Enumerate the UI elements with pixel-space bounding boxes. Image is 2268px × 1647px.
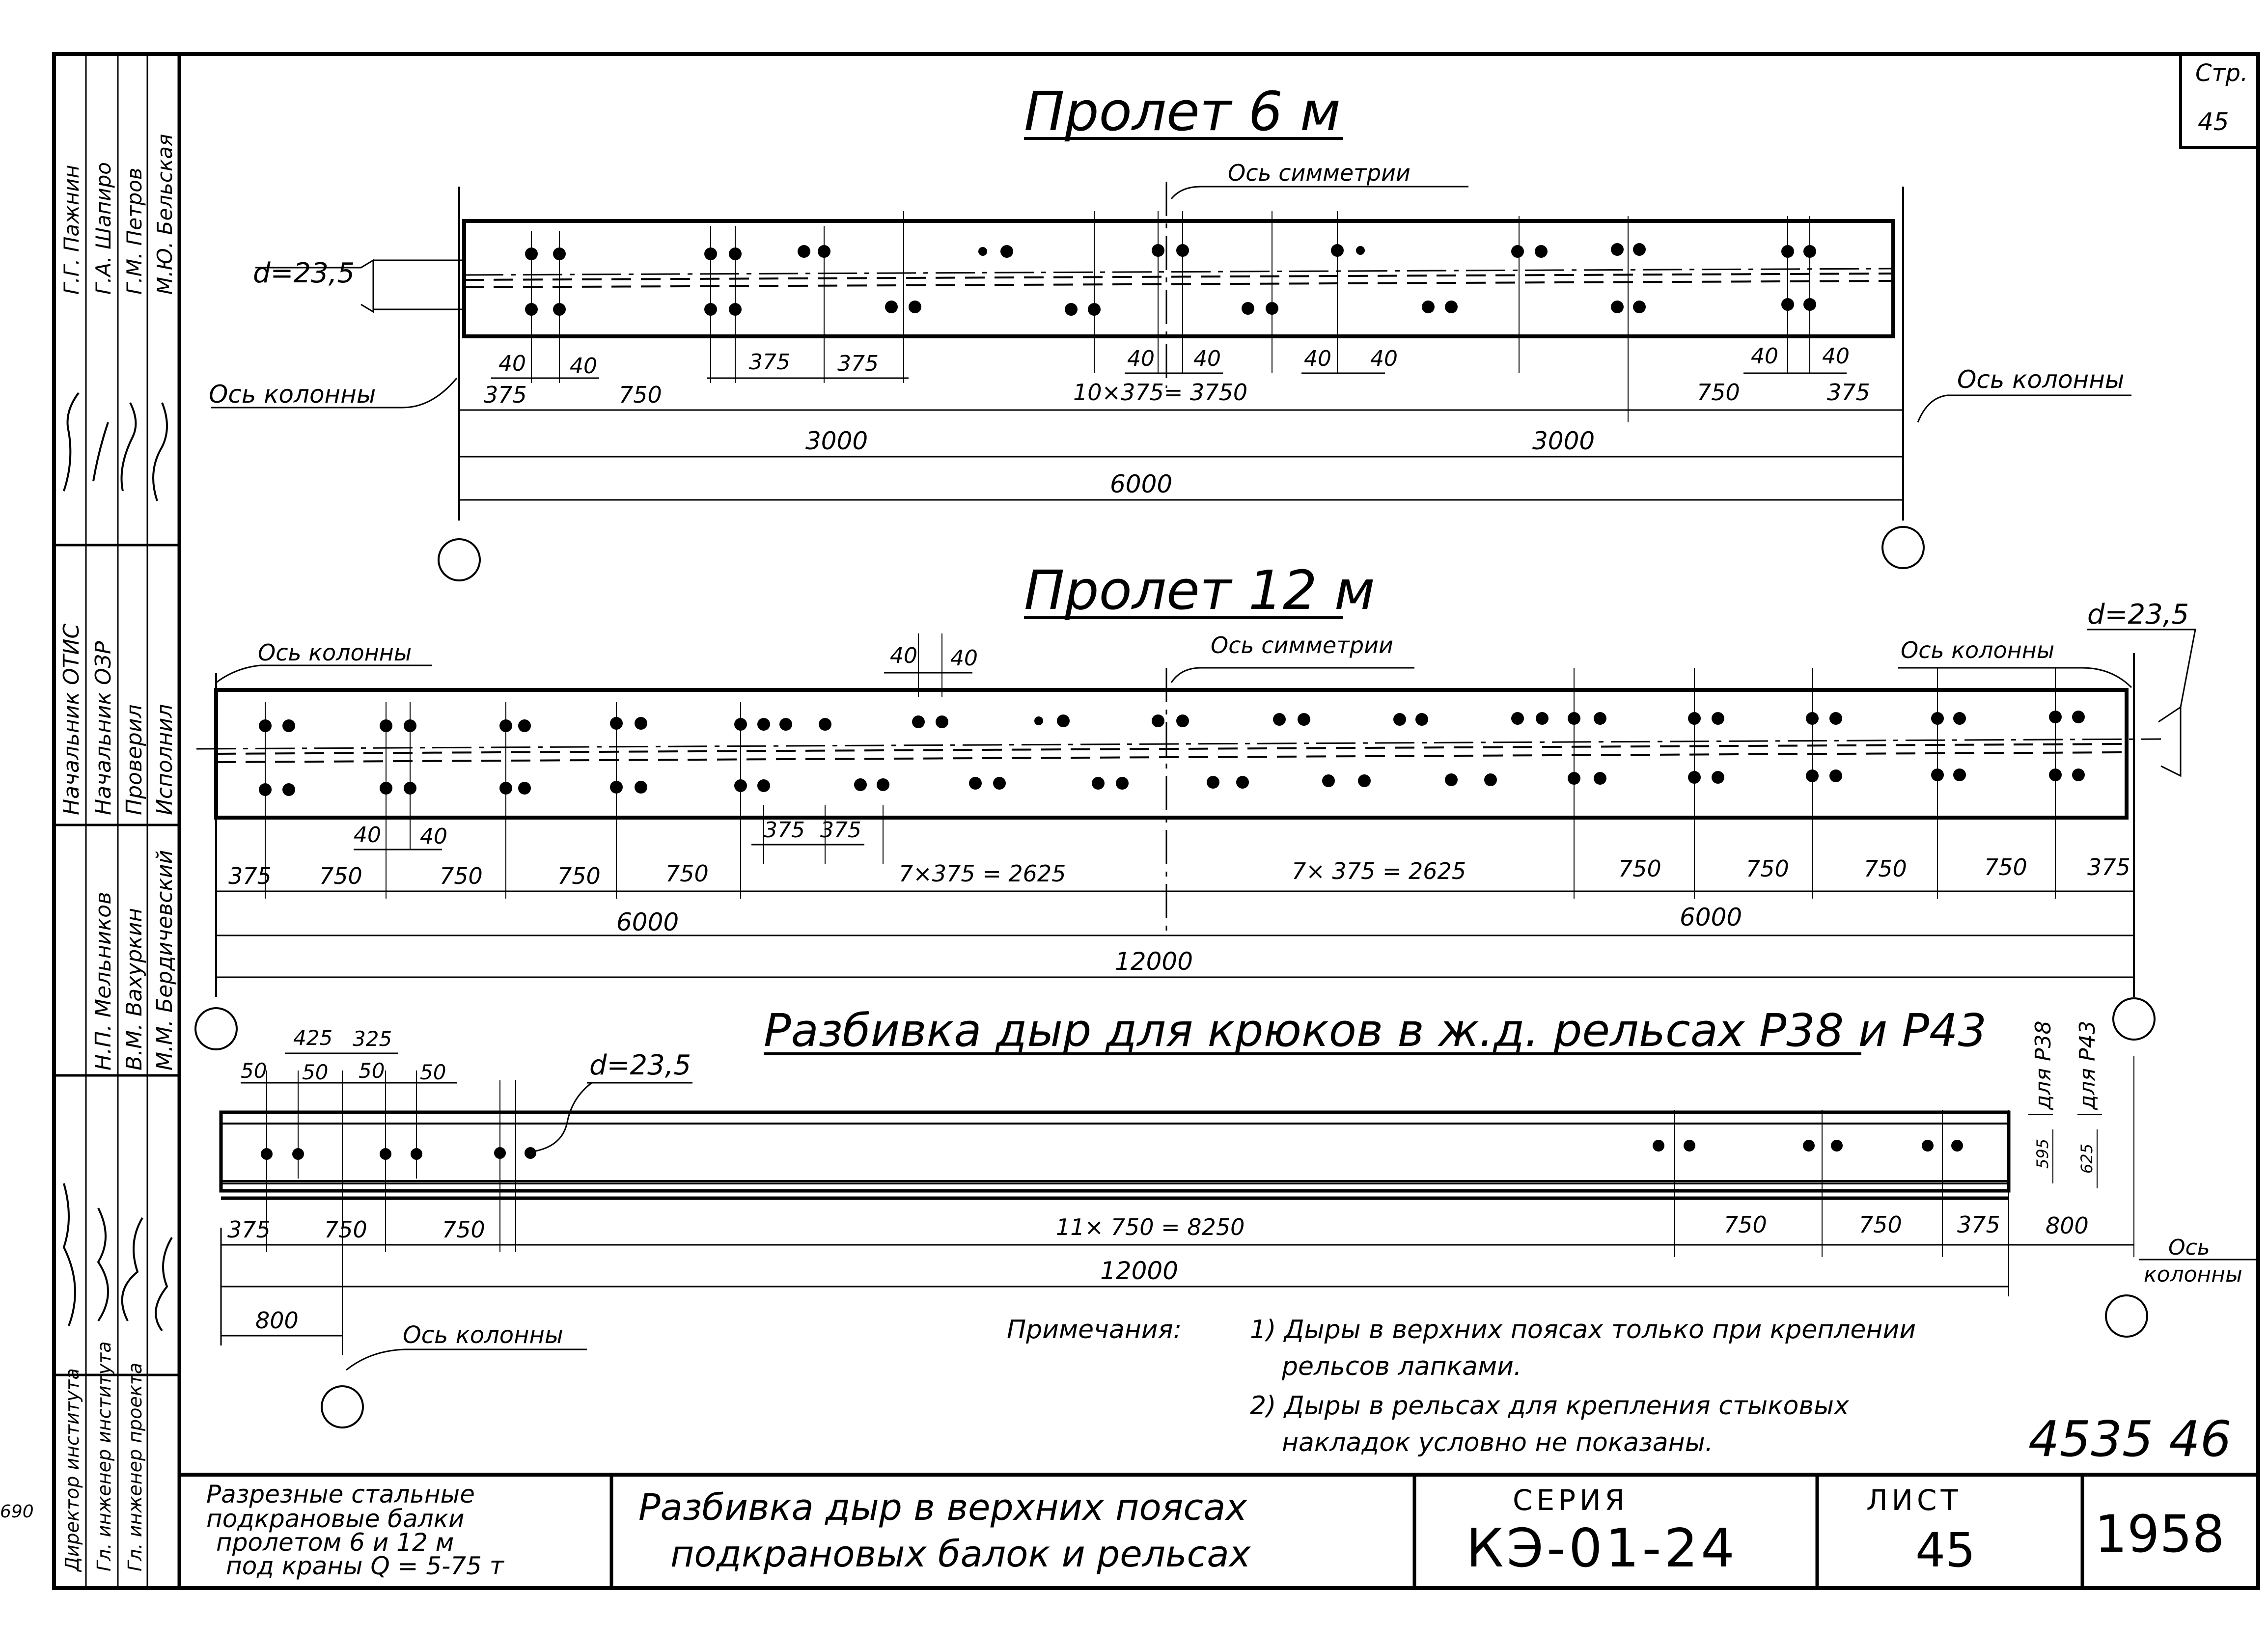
dim-6m: 750 [1697,379,1740,406]
dim-6m: 375 [837,351,879,376]
margin-mark: 690 [0,1502,34,1522]
rail-r43-label: для Р43 [2075,1020,2100,1110]
dim-6m: 3000 [805,427,868,455]
dim-6m: 40 [1193,346,1221,371]
dim-12m: 40 [890,643,917,668]
dim-row-12m-a [354,673,972,850]
rail-axis-column-bottom: Ось колонны [403,1321,563,1349]
stamp-role-bottom-3: Гл. инженер проекта [124,1362,146,1571]
rail-r38-height: 595 [2033,1138,2052,1169]
dim-12m: 12000 [1115,947,1193,976]
stamp-name-bottom-1: Н.П. Мельников [91,891,116,1071]
rail-r43-height: 625 [2077,1143,2096,1174]
dim-12m: 375 [2087,854,2130,880]
dim-rail: 750 [1724,1211,1767,1238]
note-1-line-1: 1) Дыры в верхних поясах только при креплении [1250,1315,1916,1345]
dim-12m: 750 [1984,854,2027,880]
span12-axis-column-right: Ось колонны [1901,637,2055,663]
dim-6m: 375 [484,382,527,408]
span12-axis-column-left: Ось колонны [258,639,412,666]
rail-r38-label: для Р38 [2031,1020,2056,1110]
span6-axis-column-right: Ось колонны [1957,365,2125,394]
year: 1958 [2095,1504,2225,1564]
dim-rail: 750 [442,1216,485,1243]
stamp-name-4: М.Ю. Бельская [153,134,177,295]
dim-12m: 375 [820,818,861,843]
dim-12m: 375 [764,818,805,843]
dim-6m: 3000 [1532,427,1595,455]
inventory-number: 4535 46 [2028,1410,2232,1468]
dim-12m: 750 [1864,855,1907,882]
stamp-name-3: Г.М. Петров [122,167,146,295]
dim-6m: 6000 [1110,470,1173,498]
rails-hole-diameter: d=23,5 [589,1049,691,1081]
stamp-role-2: Начальник ОЗР [91,641,116,815]
dim-12m: 750 [665,860,709,887]
dim-rail: 50 [420,1060,446,1084]
sheet-title-line-1: Разбивка дыр в верхних поясах [638,1486,1247,1529]
notes-block [1007,1315,2232,1468]
dim-6m: 40 [1751,344,1778,369]
dim-12m: 6000 [1680,903,1742,932]
span-6m-title: Пролет 6 м [1024,80,1341,143]
span6-hole-diameter: d=23,5 [253,257,355,289]
stamp-role-bottom-2: Гл. инженер института [93,1341,115,1571]
product-line-4: под краны Q = 5-75 т [226,1552,504,1580]
dim-rail: 750 [1859,1211,1902,1238]
rails-section [221,1004,2257,1427]
dim-rail: 375 [1957,1211,2000,1238]
dim-12m: 40 [420,824,447,849]
dim-12m: 750 [1746,855,1789,882]
dim-6m: 40 [570,354,597,379]
dim-rail: 50 [359,1059,385,1083]
signature-stroke [64,393,167,501]
dim-6m: 10×375= 3750 [1073,379,1248,406]
stamp-name-2: Г.А. Шапиро [91,162,115,295]
page-corner-label: Стр. [2195,59,2248,87]
dim-rail: 425 [293,1026,333,1050]
rails-title: Разбивка дыр для крюков в ж.д. рельсах Р38 и Р43 [764,1004,1987,1057]
span-6m-section [209,80,2131,580]
column-axis-marker [322,1386,363,1427]
series-label: СЕРИЯ [1513,1483,1629,1517]
span6-axis-symmetry: Ось симметрии [1228,160,1411,186]
note-2-line-2: накладок условно не показаны. [1282,1428,1714,1457]
dim-12m: 7×375 = 2625 [899,860,1066,887]
extension-lines-rail [267,1056,2134,1355]
dim-6m: 40 [498,351,526,376]
dim-12m: 375 [228,863,272,889]
stamp-role-4: Исполнил [152,704,177,815]
span-12m-title: Пролет 12 м [1024,559,1375,622]
rail-axis-column-right-1: Ось [2168,1235,2210,1260]
sheet-number: 45 [1915,1523,1976,1578]
stamp-role-3: Проверил [122,704,147,815]
column-axis-marker [195,1008,237,1049]
sheet-title-line-2: подкрановых балок и рельсах [670,1533,1251,1575]
sheet-label: ЛИСТ [1866,1483,1962,1517]
dim-row-6m-a [491,373,1847,378]
column-axis-marker [2106,1295,2147,1337]
stamp-role-bottom-1: Директор института [61,1368,83,1571]
dim-rail: 50 [302,1060,329,1084]
dim-12m: 750 [1618,855,1661,882]
rail-axis-column-right-2: колонны [2144,1262,2242,1287]
dim-rail: 800 [255,1307,299,1334]
dim-12m: 40 [354,823,381,848]
dim-12m: 750 [319,863,362,889]
stamp-role-1: Начальник ОТИС [59,623,84,815]
dim-rail: 50 [241,1059,267,1083]
dim-rail: 12000 [1100,1257,1179,1285]
dim-12m: 750 [440,863,483,889]
span12-hole-diameter: d=23,5 [2087,599,2189,631]
note-2-line-1: 2) Дыры в рельсах для крепления стыковых [1250,1391,1849,1421]
dim-rail: 800 [2046,1212,2089,1239]
stamp-name-bottom-3: М.М. Бердичевский [152,850,177,1071]
notes-heading: Примечания: [1007,1315,1182,1345]
span12-axis-symmetry: Ось симметрии [1211,632,1393,659]
dim-6m: 375 [1827,379,1870,406]
dim-rail: 11× 750 = 8250 [1056,1214,1245,1240]
page-corner-box [2181,54,2258,147]
product-line-2: подкрановые балки [206,1505,465,1533]
note-1-line-2: рельсов лапками. [1282,1352,1522,1381]
column-axis-marker [2113,998,2155,1040]
dim-12m: 7× 375 = 2625 [1292,858,1466,884]
dim-6m: 40 [1370,346,1398,371]
stamp-name-bottom-2: В.М. Вахуркин [122,907,147,1071]
span-12m-section [195,559,2195,1049]
dim-12m: 40 [950,646,978,671]
product-line-1: Разрезные стальные [206,1480,475,1509]
dim-rail: 375 [227,1216,271,1243]
column-axis-marker [1882,527,1924,568]
dim-12m: 6000 [616,908,679,936]
series-value: КЭ-01-24 [1466,1518,1738,1579]
dim-6m: 750 [619,382,662,408]
span6-axis-column-left: Ось колонны [209,380,376,409]
dim-6m: 375 [749,350,790,375]
dim-rail: 750 [324,1216,367,1243]
stamp-name-1: Г.Г. Пажнин [59,165,83,295]
title-block [179,1475,2258,1588]
product-line-3: пролетом 6 и 12 м [216,1528,454,1557]
dim-6m: 40 [1127,346,1155,371]
page-corner-number: 45 [2198,108,2229,136]
column-axis-marker [439,539,480,580]
dim-6m: 40 [1304,346,1331,371]
dim-12m: 750 [557,863,601,889]
dim-6m: 40 [1822,344,1850,369]
dim-rail: 325 [353,1027,392,1051]
